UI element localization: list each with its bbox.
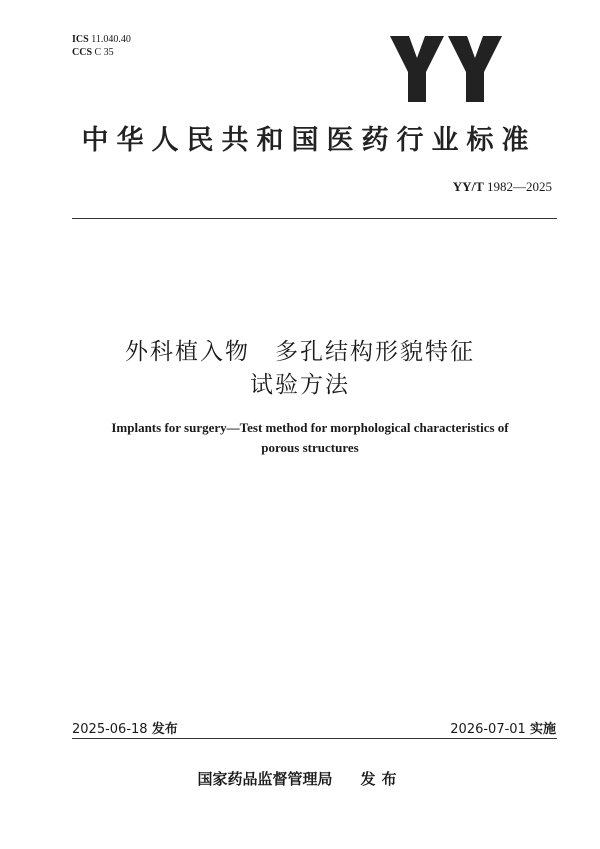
implement-date: 2026-07-01 实施 bbox=[450, 722, 556, 737]
english-title bbox=[60, 418, 560, 458]
yy-logo bbox=[388, 34, 506, 104]
ics-code: ICS 11.040.40 bbox=[72, 34, 131, 45]
standard-category-title: 中华人民共和国医药行业标准 bbox=[81, 125, 537, 156]
classification-codes bbox=[72, 33, 131, 59]
english-title-line-1: Implants for surgery—Test method for morphological characteristics of bbox=[111, 420, 509, 435]
standard-number: YY/T 1982—2025 bbox=[452, 179, 552, 194]
bottom-divider bbox=[72, 738, 557, 739]
chinese-title-line-1: 外科植入物 多孔结构形貌特征 bbox=[125, 339, 475, 365]
publish-date: 2025-06-18 发布 bbox=[72, 722, 178, 737]
chinese-title-line-2: 试验方法 bbox=[250, 372, 350, 398]
top-divider bbox=[72, 218, 557, 219]
english-title-line-2: porous structures bbox=[261, 440, 359, 455]
ccs-code: CCS C 35 bbox=[72, 47, 114, 58]
issuing-authority: 国家药品监督管理局 发布 bbox=[197, 770, 403, 788]
